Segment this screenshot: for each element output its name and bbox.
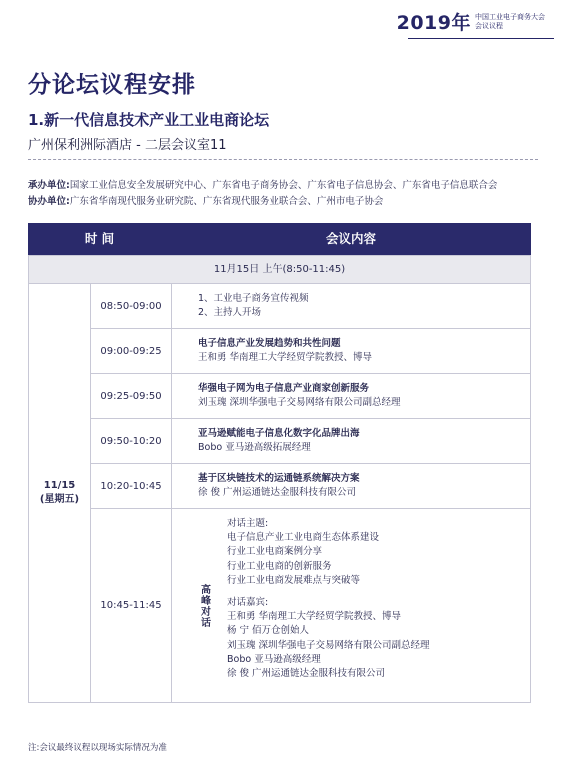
dialog-topic: 电子信息产业工业电商生态体系建设 [227, 532, 380, 544]
footnote: 注:会议最终议程以现场实际情况为准 [28, 743, 167, 753]
venue-divider [28, 159, 538, 160]
dialog-guest: 刘玉瑰 深圳华强电子交易网络有限公司副总经理 [227, 639, 430, 651]
header-content: 会议内容 [325, 231, 376, 246]
table-row [91, 419, 531, 464]
table-row [91, 284, 531, 329]
talk-speaker: Bobo 亚马逊高级拓展经理 [198, 442, 311, 453]
brand-subtitle [475, 13, 545, 31]
row-content [172, 464, 531, 508]
brand-year: 2019年 [396, 12, 471, 34]
host-organizers [28, 177, 497, 191]
brand-divider [408, 38, 554, 39]
talk-speaker: 刘玉瑰 深圳华强电子交易网络有限公司副总经理 [198, 397, 401, 408]
brand-line-1: 中国工业电子商务大会 [475, 12, 545, 21]
venue: 广州保利洲际酒店 - 二层会议室11 [28, 138, 227, 153]
row-content [172, 419, 531, 463]
talk-title: 基于区块链技术的运通链系统解决方案 [198, 473, 360, 484]
dialog-details [227, 517, 430, 681]
row-time: 10:20-10:45 [91, 464, 172, 508]
row-content [172, 374, 531, 418]
table-header [28, 223, 531, 255]
co-label: 协办单位: [28, 196, 70, 207]
dialog-guest: 王和勇 华南理工大学经贸学院教授、博导 [227, 611, 402, 623]
row-time: 10:45-11:45 [91, 509, 172, 702]
brand-line-2: 会议议程 [475, 21, 503, 30]
dialog-spacer [227, 588, 430, 596]
header-time: 时 间 [84, 231, 115, 246]
co-organizers [28, 193, 383, 207]
date-value: 11/15 [43, 480, 76, 491]
dialog-topic: 行业工业电商的创新服务 [227, 560, 332, 572]
page-title: 分论坛议程安排 [28, 72, 196, 98]
dialog-label: 高峰对话 [198, 583, 210, 628]
host-list: 国家工业信息安全发展研究中心、广东省电子商务协会、广东省电子信息协会、广东省电子信息联合会 [69, 180, 498, 191]
brand-header [397, 8, 545, 35]
forum-title: 1.新一代信息技术产业工业电商论坛 [28, 111, 270, 129]
talk-title: 华强电子网为电子信息产业商家创新服务 [198, 383, 370, 394]
row-time: 08:50-09:00 [91, 284, 172, 328]
dialog-guest: 徐 俊 广州运通链达金服科技有限公司 [227, 668, 386, 680]
talk-title: 亚马逊赋能电子信息化数字化品牌出海 [198, 428, 360, 439]
row-content [172, 329, 531, 373]
agenda-grid [28, 284, 531, 703]
row-time: 09:50-10:20 [91, 419, 172, 463]
row-content [172, 284, 531, 328]
row-line: 2、主持人开场 [198, 307, 262, 318]
row-time: 09:00-09:25 [91, 329, 172, 373]
topic-label: 对话主题: [227, 518, 269, 529]
dialog-guest: 杨 宁 佰万仓创始人 [227, 625, 310, 637]
weekday-value: (星期五) [39, 494, 80, 505]
dialog-row [91, 509, 531, 702]
table-row [91, 374, 531, 419]
talk-title: 电子信息产业发展趋势和共性问题 [198, 338, 341, 349]
dialog-topic: 行业工业电商发展难点与突破等 [227, 574, 361, 586]
session-bar: 11月15日 上午(8:50-11:45) [28, 255, 531, 284]
dialog-guest: Bobo 亚马逊高级经理 [227, 653, 321, 665]
table-row [91, 329, 531, 374]
row-line: 1、工业电子商务宣传视频 [198, 293, 309, 304]
row-time: 09:25-09:50 [91, 374, 172, 418]
host-label: 承办单位: [28, 180, 70, 191]
date-cell [29, 284, 91, 702]
table-row [91, 464, 531, 509]
co-list: 广东省华南现代服务业研究院、广东省现代服务业联合会、广州市电子协会 [69, 196, 384, 207]
talk-speaker: 王和勇 华南理工大学经贸学院教授、博导 [198, 352, 373, 363]
talk-speaker: 徐 俊 广州运通链达金服科技有限公司 [198, 487, 357, 498]
guest-label: 对话嘉宾: [227, 597, 269, 609]
dialog-topic: 行业工业电商案例分享 [227, 546, 323, 558]
